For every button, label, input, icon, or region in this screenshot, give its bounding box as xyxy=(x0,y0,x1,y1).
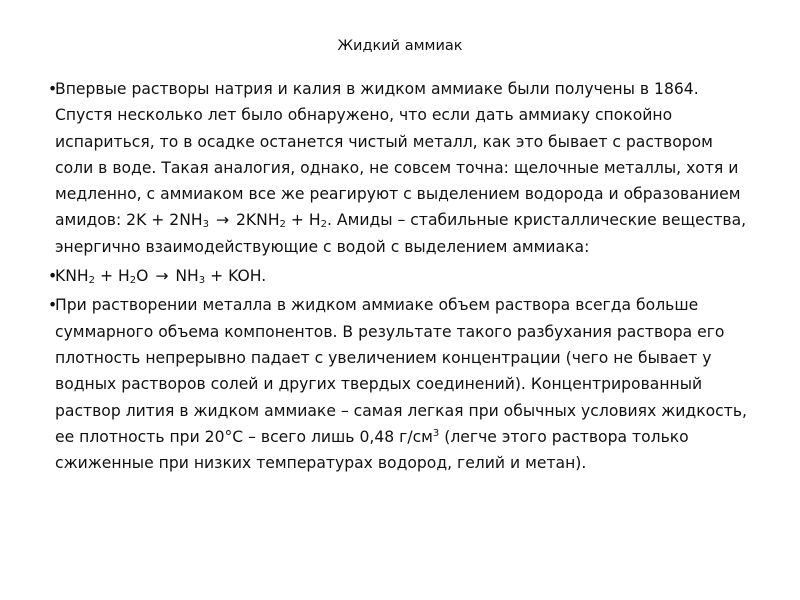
text-segment: KNH xyxy=(55,267,89,286)
subscript: 2 xyxy=(88,275,95,287)
slide-title: Жидкий аммиак xyxy=(337,38,463,54)
subscript: 3 xyxy=(202,219,209,231)
bullet-item xyxy=(48,292,754,476)
bullet-text xyxy=(55,263,754,289)
text-segment: + H xyxy=(95,267,130,286)
superscript: 3 xyxy=(432,427,440,439)
subscript: 2 xyxy=(320,219,328,231)
bullet-text xyxy=(55,292,754,476)
text-segment: + H xyxy=(285,211,321,230)
bullet-item xyxy=(48,76,754,260)
subscript: 3 xyxy=(198,275,206,287)
bullet-marker: • xyxy=(48,296,58,315)
bullet-item xyxy=(48,263,754,289)
reaction-arrow: → xyxy=(215,211,230,230)
text-segment: + KOH. xyxy=(205,267,267,286)
text-segment: 2KNH xyxy=(231,211,280,230)
text-segment: O xyxy=(136,267,154,286)
reaction-arrow: → xyxy=(155,267,169,286)
text-segment: Впервые растворы натрия и калия в жидком аммиаке были получены в 1864. Спустя несколько лет было обнаружено, что если дать аммиаку спокойно испариться, то в осадке останется чистый металл, как это бывает с раствором соли в воде. Такая аналогия, однако, не совсем точна: щелочные металлы, хотя и медленно, с аммиаком все же реагируют с выделением водорода и образованием амидов: 2K + 2NH xyxy=(55,80,741,230)
text-segment: NH xyxy=(170,267,199,286)
text-segment: (легче этого раствора только сжиженные при низких температурах водород, гелий и метан). xyxy=(55,427,689,473)
subscript: 2 xyxy=(279,219,286,231)
text-segment: . Амиды – стабильные кристаллические вещества, энергично взаимодействующие с водой с выделением аммиака: xyxy=(55,211,747,256)
text-segment: При растворении металла в жидком аммиаке объем раствора всегда больше суммарного объема компонентов. В результате такого разбухания раствора его плотность непрерывно падает с увеличением концентрации (чего не бывает у водных растворов солей и других твердых соединений). Концентрированный раствор лития в жидком аммиаке – самая легкая при обычных условиях жидкость, ее плотность при 20°С – всего лишь 0,48 г/см xyxy=(55,296,747,446)
subscript: 2 xyxy=(129,275,137,287)
bullet-list xyxy=(48,76,754,479)
bullet-text xyxy=(55,76,754,260)
bullet-marker: • xyxy=(48,80,58,98)
bullet-marker: • xyxy=(48,267,58,286)
